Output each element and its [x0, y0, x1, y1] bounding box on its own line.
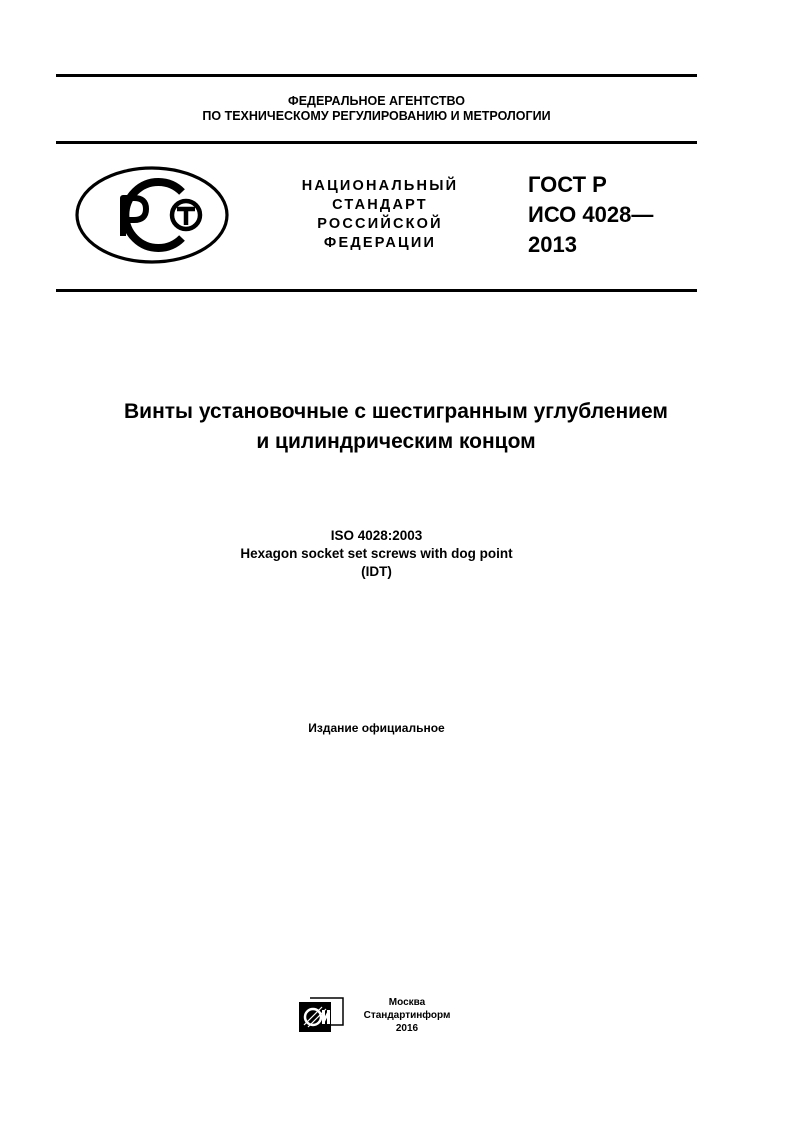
- iso-equivalence: (IDT): [361, 564, 392, 579]
- national-standard-line-3: РОССИЙСКОЙ: [317, 216, 443, 232]
- top-rule: [56, 74, 697, 77]
- publisher-info: [352, 996, 462, 1035]
- iso-reference: [56, 527, 697, 581]
- national-standard-line-1: НАЦИОНАЛЬНЫЙ: [301, 178, 459, 194]
- national-standard-line-4: ФЕДЕРАЦИИ: [323, 235, 437, 251]
- publisher-year: 2016: [395, 1023, 419, 1034]
- logo-section-rule: [56, 289, 697, 292]
- document-title-line-2: и цилиндрическим концом: [256, 430, 536, 453]
- iso-english-title: Hexagon socket set screws with dog point: [240, 546, 513, 561]
- header-rule: [56, 141, 697, 144]
- national-standard-label: [290, 177, 470, 253]
- document-title: [40, 397, 752, 457]
- document-title-line-1: Винты установочные с шестигранным углублением: [124, 400, 668, 423]
- publisher-name: Стандартинформ: [363, 1010, 451, 1021]
- agency-header: [56, 94, 697, 124]
- publisher-city: Москва: [388, 997, 426, 1008]
- standard-code-line-2: ИСО 4028—: [528, 202, 654, 227]
- agency-line-1: ФЕДЕРАЛЬНОЕ АГЕНТСТВО: [288, 94, 465, 108]
- standard-code-line-3: 2013: [528, 232, 577, 257]
- standard-code: [528, 170, 653, 260]
- iso-number: ISO 4028:2003: [330, 528, 423, 543]
- standartinform-logo-icon: [298, 997, 344, 1033]
- national-standard-line-2: СТАНДАРТ: [332, 197, 428, 213]
- agency-line-2: ПО ТЕХНИЧЕСКОМУ РЕГУЛИРОВАНИЮ И МЕТРОЛОГИИ: [202, 109, 551, 123]
- pct-certification-mark-icon: [74, 164, 230, 266]
- standard-code-line-1: ГОСТ Р: [528, 172, 607, 197]
- edition-label: Издание официальное: [308, 721, 445, 735]
